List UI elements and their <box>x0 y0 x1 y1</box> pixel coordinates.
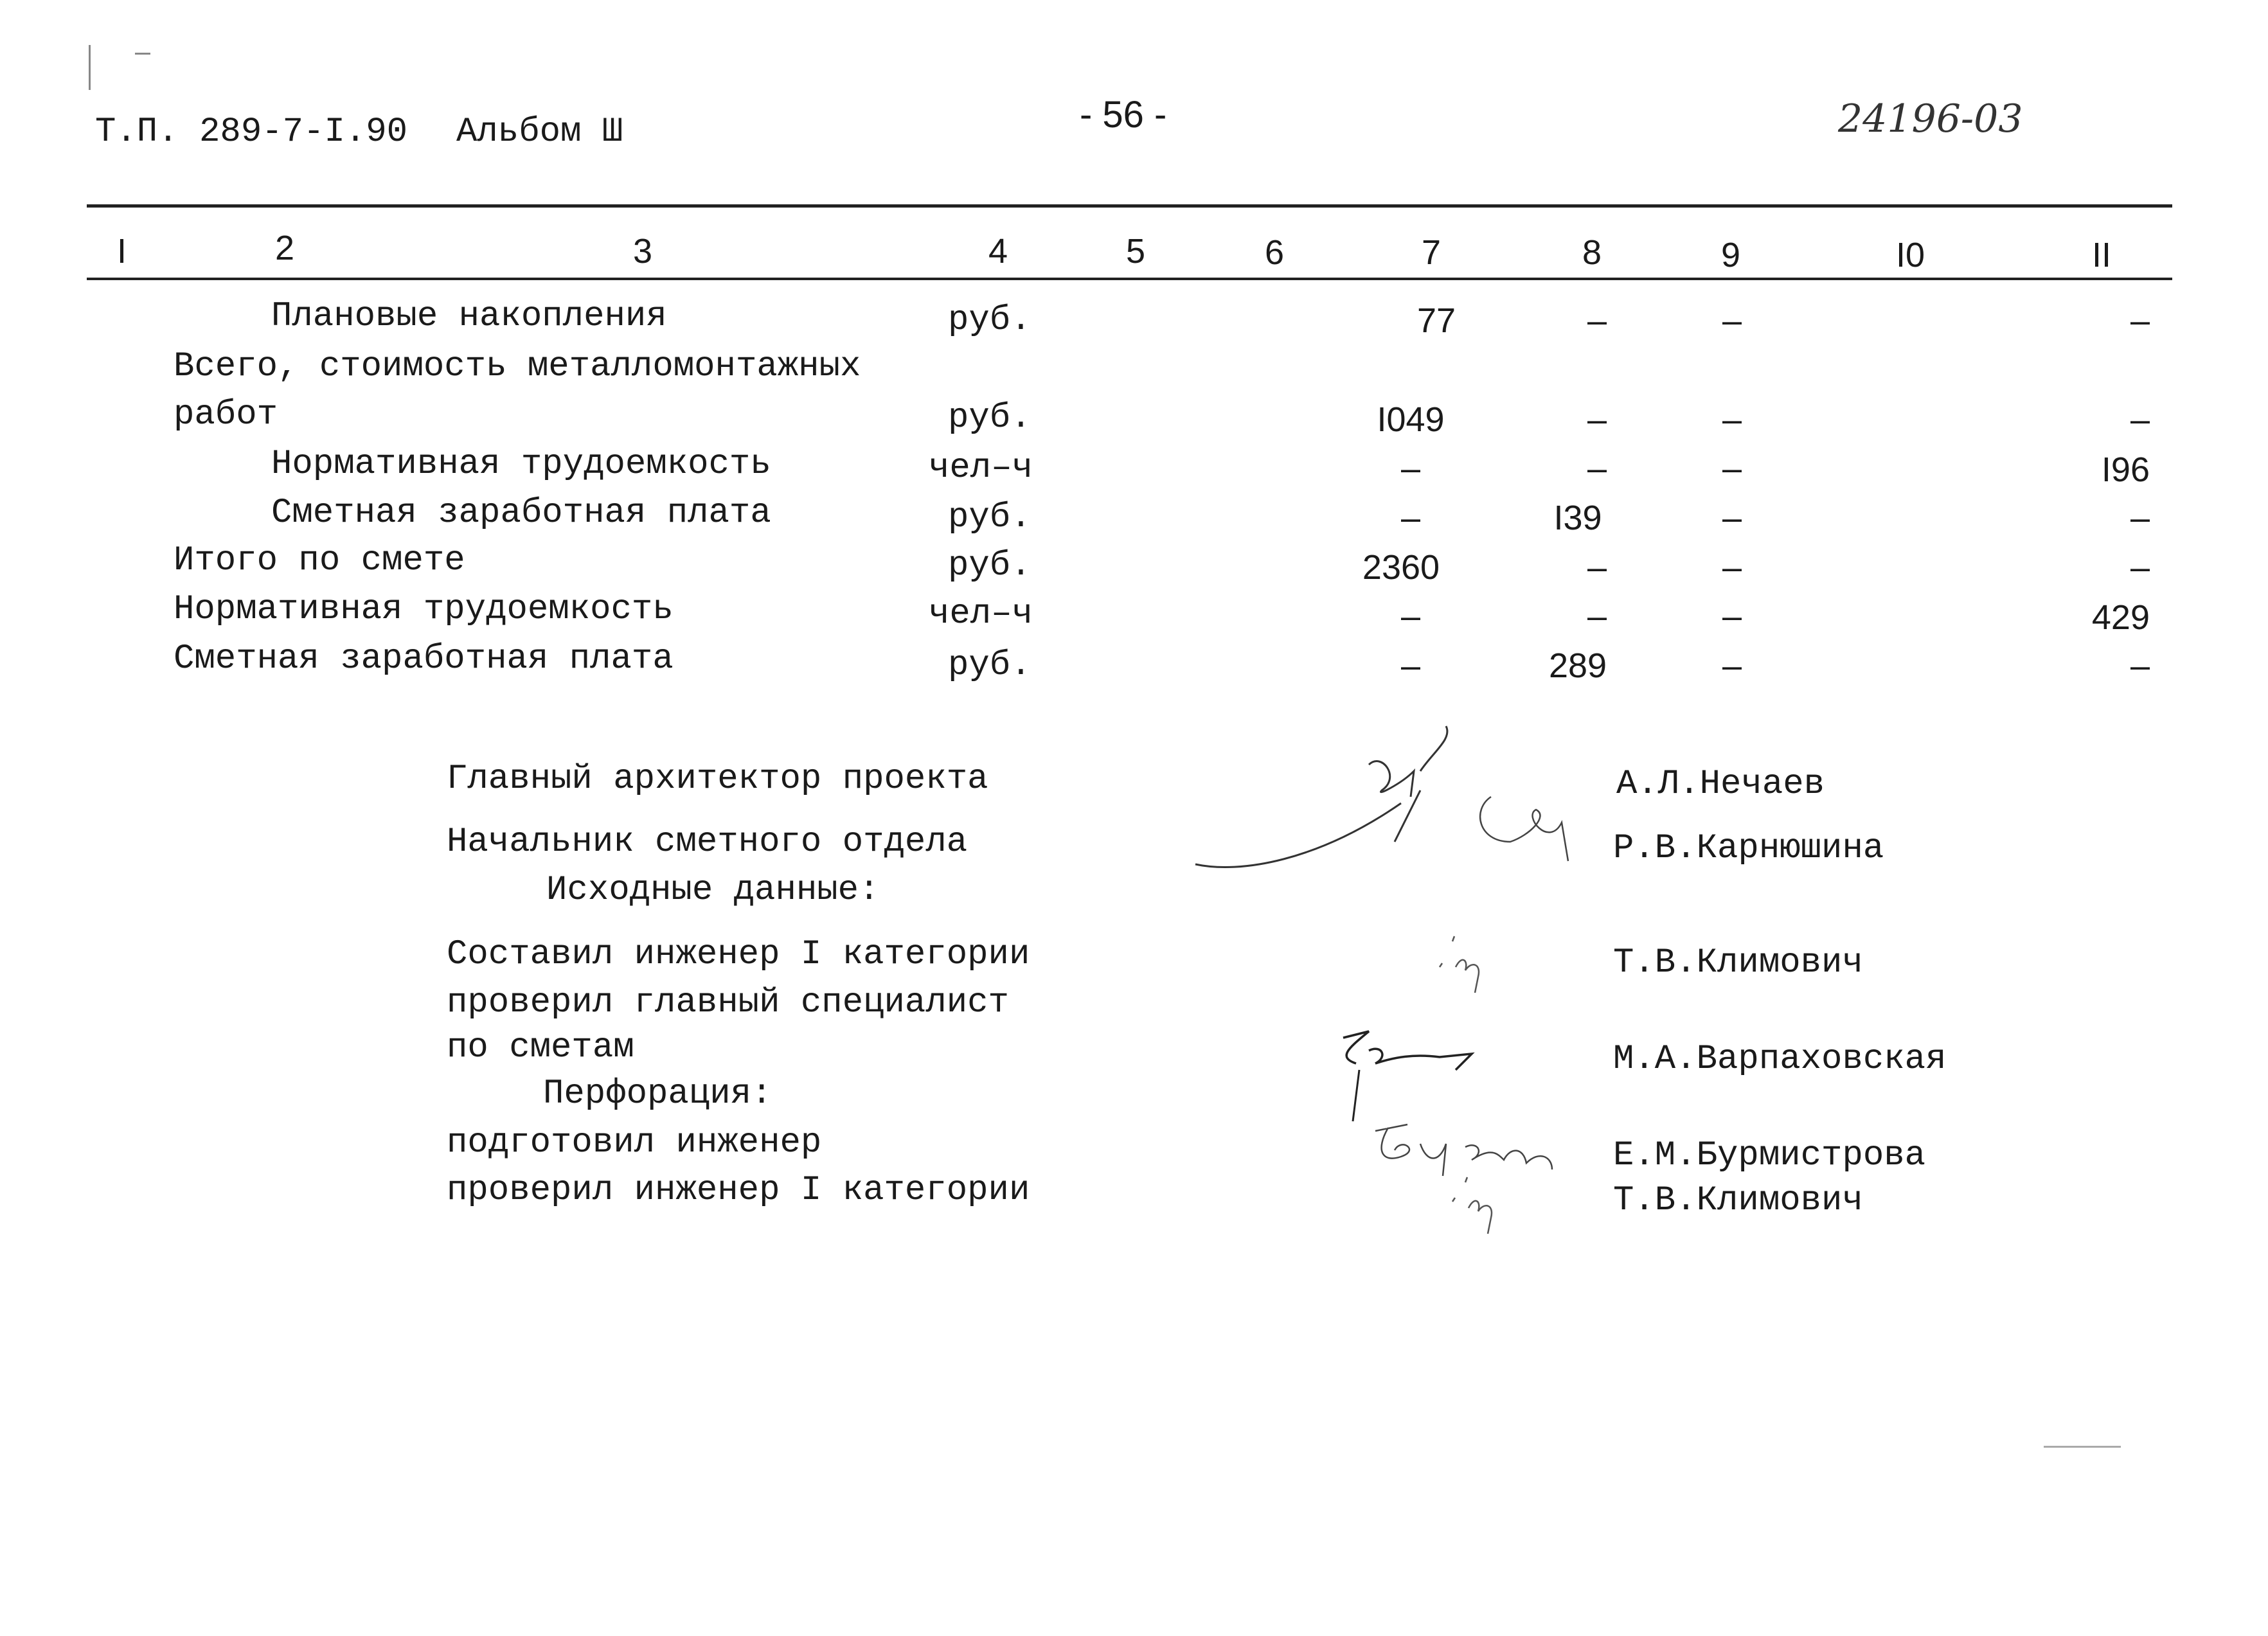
cell-col9: – <box>1722 597 1742 636</box>
handwritten-code: 24196-03 <box>1838 96 2023 141</box>
cell-col7: – <box>1400 499 1421 537</box>
table-header-rule <box>87 278 2172 280</box>
checked-by-title-2: по сметам <box>447 1028 634 1067</box>
cell-col7: – <box>1400 449 1421 488</box>
doc-reference: Т.П. 289-7-I.90 <box>95 112 408 152</box>
table-top-rule <box>87 204 2172 208</box>
cell-col11: – <box>2130 400 2150 439</box>
cell-col8: – <box>1587 548 1607 587</box>
row-unit: чел–ч <box>929 594 1033 634</box>
cell-col8: – <box>1587 597 1607 636</box>
estimate-head-name: Р.В.Карнюшина <box>1613 829 1884 868</box>
cell-col7: I049 <box>1377 400 1445 439</box>
signature-klimovich-2 <box>1446 1169 1536 1247</box>
chief-architect-name: А.Л.Нечаев <box>1616 765 1825 804</box>
cell-col11: I96 <box>2101 450 2150 489</box>
row-unit: чел–ч <box>929 449 1033 488</box>
cell-col11: – <box>2130 301 2150 340</box>
checked-by-title: проверил главный специалист <box>447 983 1009 1022</box>
cell-col7: 77 <box>1416 301 1456 340</box>
signature-klimovich-1 <box>1427 916 1517 993</box>
column-number: 9 <box>1721 236 1741 274</box>
row-label: Нормативная трудоемкость <box>271 445 771 484</box>
prepared-by-title: подготовил инженер <box>447 1123 822 1162</box>
row-label: Сметная заработная плата <box>174 639 674 679</box>
cell-col9: – <box>1722 449 1742 488</box>
column-number: 6 <box>1265 233 1285 272</box>
row-unit: руб. <box>948 301 1031 340</box>
row-unit: руб. <box>948 546 1031 585</box>
cell-col11: – <box>2130 499 2150 537</box>
column-number: 5 <box>1126 232 1146 271</box>
perforation-heading: Перфорация: <box>543 1074 772 1114</box>
page-number: - 56 - <box>1080 94 1167 136</box>
column-number: 4 <box>988 232 1008 271</box>
verified-by-name: Т.В.Климович <box>1613 1181 1863 1220</box>
scan-mark <box>89 45 91 90</box>
cell-col9: – <box>1722 499 1742 537</box>
row-unit: руб. <box>948 498 1031 537</box>
cell-col8: – <box>1587 449 1607 488</box>
row-label: работ <box>174 395 278 434</box>
row-unit: руб. <box>948 398 1031 438</box>
cell-col8: – <box>1587 400 1607 439</box>
cell-col8: – <box>1587 301 1607 340</box>
row-unit: руб. <box>948 646 1031 685</box>
cell-col9: – <box>1722 301 1742 340</box>
signature-nechaev-karnyushina <box>1189 713 1587 893</box>
row-label: Всего, стоимость металломонтажных <box>174 347 861 386</box>
chief-architect-title: Главный архитектор проекта <box>447 760 988 799</box>
source-data-heading: Исходные данные: <box>546 871 880 910</box>
cell-col11: 429 <box>2091 598 2150 637</box>
scan-mark <box>135 53 150 55</box>
column-number: I0 <box>1896 236 1925 274</box>
cell-col9: – <box>1722 548 1742 587</box>
column-number: 2 <box>275 229 295 267</box>
album-label: Альбом Ш <box>456 112 623 152</box>
prepared-by-name: Е.М.Бурмистрова <box>1613 1136 1926 1175</box>
cell-col9: – <box>1722 400 1742 439</box>
column-number: I <box>117 232 127 271</box>
verified-by-title: проверил инженер I категории <box>447 1171 1030 1210</box>
column-number: 3 <box>633 232 653 271</box>
estimate-head-title: Начальник сметного отдела <box>447 822 968 862</box>
row-label: Нормативная трудоемкость <box>174 590 674 629</box>
scan-mark <box>2044 1446 2121 1448</box>
row-label: Плановые накопления <box>271 297 667 336</box>
row-label: Итого по смете <box>174 541 465 580</box>
row-label: Сметная заработная плата <box>271 493 771 533</box>
cell-col11: – <box>2130 646 2150 685</box>
column-number: 7 <box>1422 233 1442 272</box>
cell-col8: I39 <box>1553 499 1602 537</box>
cell-col9: – <box>1722 646 1742 685</box>
cell-col7: – <box>1400 646 1421 685</box>
compiled-by-title: Составил инженер I категории <box>447 935 1030 974</box>
cell-col7: 2360 <box>1362 548 1440 587</box>
column-number: II <box>2092 236 2112 274</box>
checked-by-name: М.А.Варпаховская <box>1613 1040 1947 1079</box>
cell-col11: – <box>2130 548 2150 587</box>
cell-col7: – <box>1400 597 1421 636</box>
cell-col8: 289 <box>1548 646 1607 685</box>
compiled-by-name: Т.В.Климович <box>1613 943 1863 982</box>
column-number: 8 <box>1582 233 1602 272</box>
